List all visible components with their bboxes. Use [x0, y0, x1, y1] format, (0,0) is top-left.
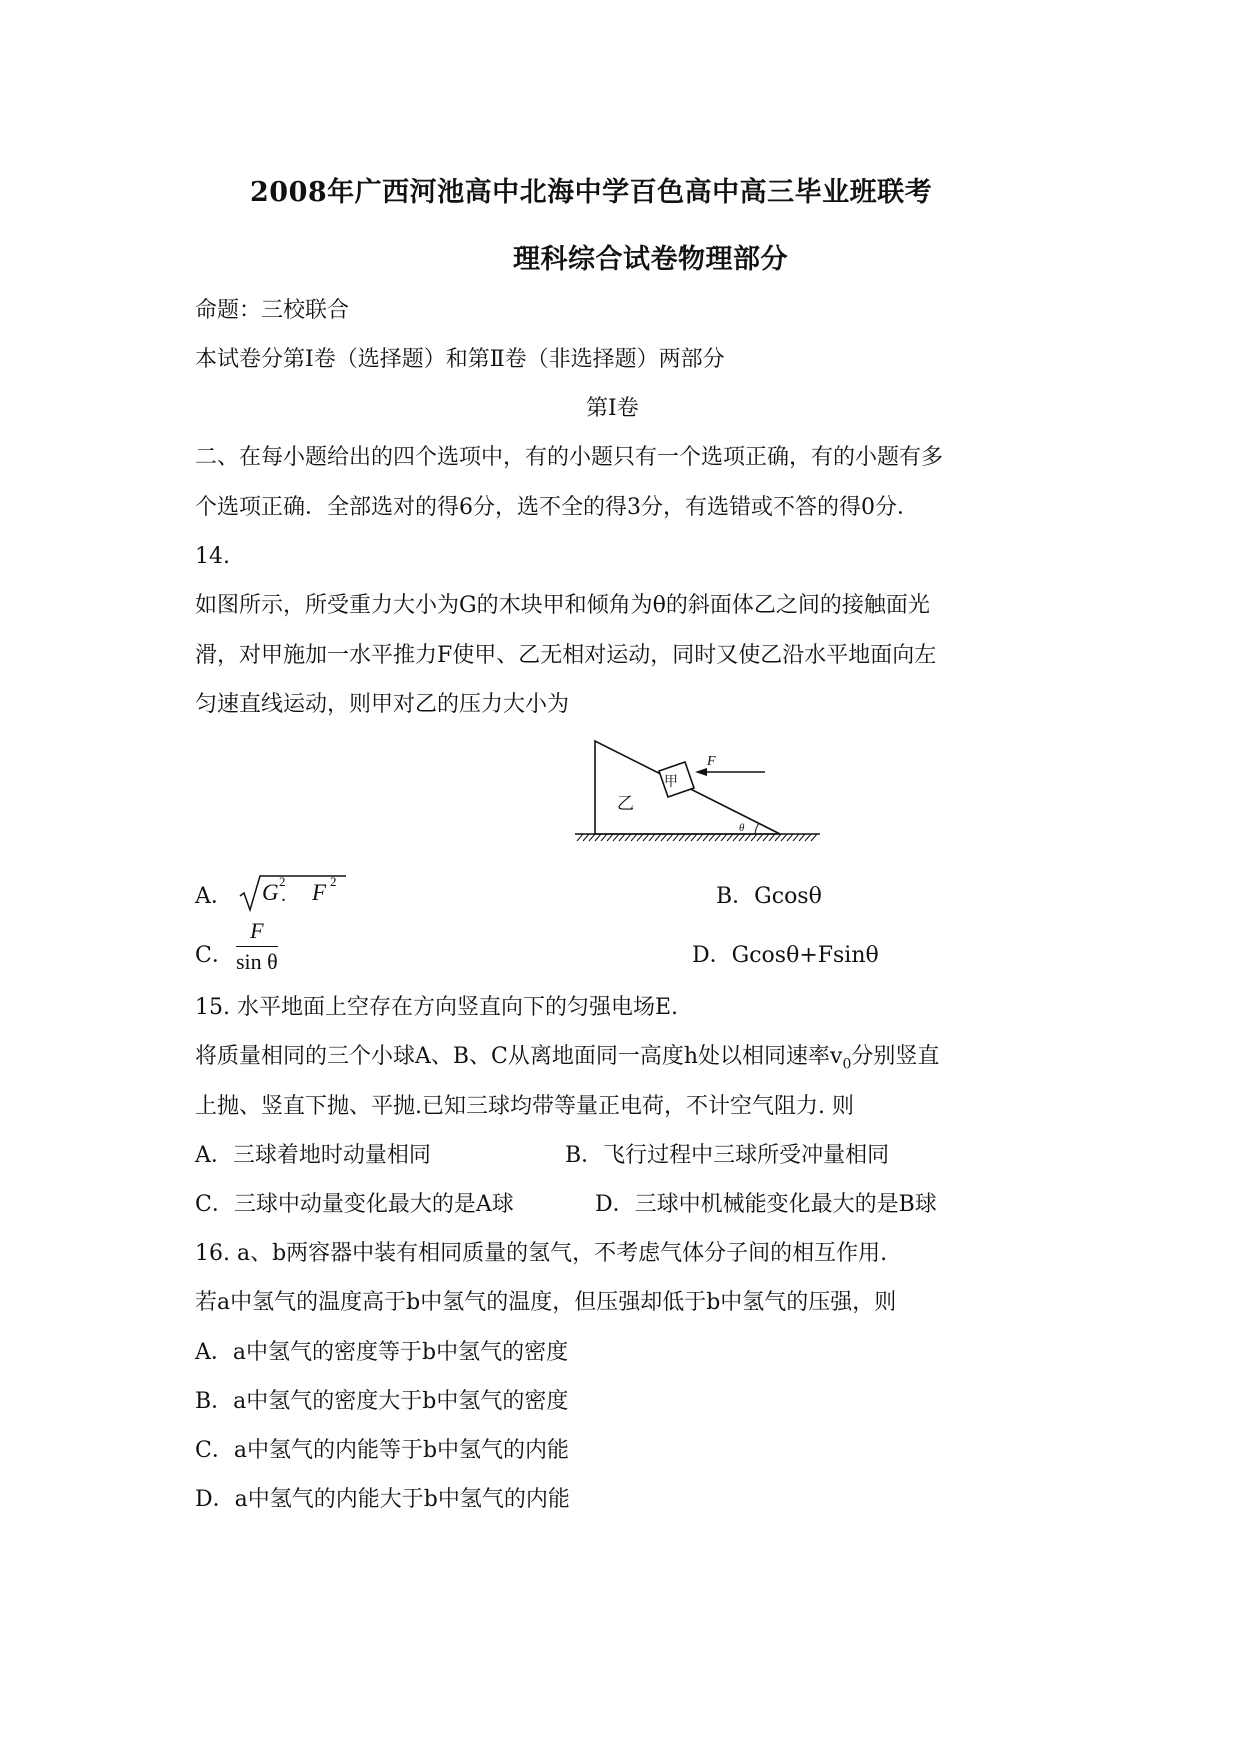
q16-line-1: 16. a、b两容器中装有相同质量的氢气，不考虑气体分子间的相互作用. — [195, 1241, 888, 1266]
title-line-1: 2008年广西河池高中北海中学百色高中高三毕业班联考 — [250, 177, 933, 208]
q15-line-2-post: 分别竖直 — [851, 1044, 940, 1069]
wedge-label: 乙 — [617, 794, 634, 814]
q15-line-1: 15. 水平地面上空存在方向竖直向下的匀强电场E. — [195, 995, 679, 1020]
instructions-line-1: 二、在每小题给出的四个选项中，有的小题只有一个选项正确，有的小题有多 — [195, 445, 944, 470]
q15-line-2 — [195, 1042, 939, 1079]
q14-option-c-label: C． — [195, 943, 234, 968]
q15-option-c: C．三球中动量变化最大的是A球 — [195, 1192, 514, 1217]
option-a-exp-1: 2 — [279, 874, 286, 889]
q16-option-d: D．a中氢气的内能大于b中氢气的内能 — [195, 1487, 570, 1512]
q15-line-2-sub: 0 — [842, 1056, 852, 1073]
option-c-numerator: F — [236, 918, 278, 947]
q16-line-2: 若a中氢气的温度高于b中氢气的温度，但压强却低于b中氢气的压强，则 — [195, 1290, 897, 1315]
option-c-denominator: sin θ — [236, 949, 278, 974]
title-line-2: 理科综合试卷物理部分 — [513, 244, 788, 275]
q14-number: 14. — [195, 544, 230, 569]
ground-hatching — [577, 834, 817, 841]
q15-option-a: A．三球着地时动量相同 — [195, 1143, 431, 1168]
q16-option-c: C．a中氢气的内能等于b中氢气的内能 — [195, 1438, 570, 1463]
q15-option-d: D．三球中机械能变化最大的是B球 — [595, 1192, 937, 1217]
q15-line-3: 上抛、竖直下抛、平抛.已知三球均带等量正电荷，不计空气阻力. 则 — [195, 1094, 854, 1119]
q14-option-d: D．Gcosθ+Fsinθ — [692, 943, 879, 968]
q14-option-a-label: A． — [195, 884, 233, 909]
incline-figure — [565, 735, 825, 850]
q15-option-b: B．飞行过程中三球所受冲量相同 — [565, 1143, 890, 1168]
volume-label: 第Ⅰ卷 — [586, 396, 639, 421]
option-a-f: F — [312, 880, 327, 905]
q16-option-a: A．a中氢气的密度等于b中氢气的密度 — [195, 1340, 569, 1365]
author-line: 命题：三校联合 — [195, 298, 350, 323]
q16-option-b: B．a中氢气的密度大于b中氢气的密度 — [195, 1389, 569, 1414]
option-c-fraction — [236, 918, 278, 975]
block-label: 甲 — [664, 774, 678, 790]
q14-stem-line-2: 滑，对甲施加一水平推力F使甲、乙无相对运动，同时又使乙沿水平地面向左 — [195, 643, 937, 668]
option-a-exp-2: 2 — [330, 874, 337, 889]
structure-line: 本试卷分第Ⅰ卷（选择题）和第Ⅱ卷（非选择题）两部分 — [195, 347, 725, 372]
option-a-dot: . — [281, 884, 286, 906]
instructions-line-2: 个选项正确．全部选对的得6分，选不全的得3分，有选错或不答的得0分． — [195, 495, 919, 520]
force-label: F — [707, 754, 716, 769]
q15-line-2-pre: 将质量相同的三个小球A、B、C从离地面同一高度h处以相同速率v — [195, 1044, 843, 1069]
force-arrow-head — [695, 768, 707, 776]
angle-arc — [755, 823, 759, 834]
q14-stem-line-3: 匀速直线运动，则甲对乙的压力大小为 — [195, 692, 570, 717]
angle-label: θ — [739, 822, 745, 834]
q14-option-b: B．Gcosθ — [716, 884, 822, 909]
option-a-g: G — [262, 880, 279, 905]
q14-stem-line-1: 如图所示，所受重力大小为G的木块甲和倾角为θ的斜面体乙之间的接触面光 — [195, 593, 930, 618]
